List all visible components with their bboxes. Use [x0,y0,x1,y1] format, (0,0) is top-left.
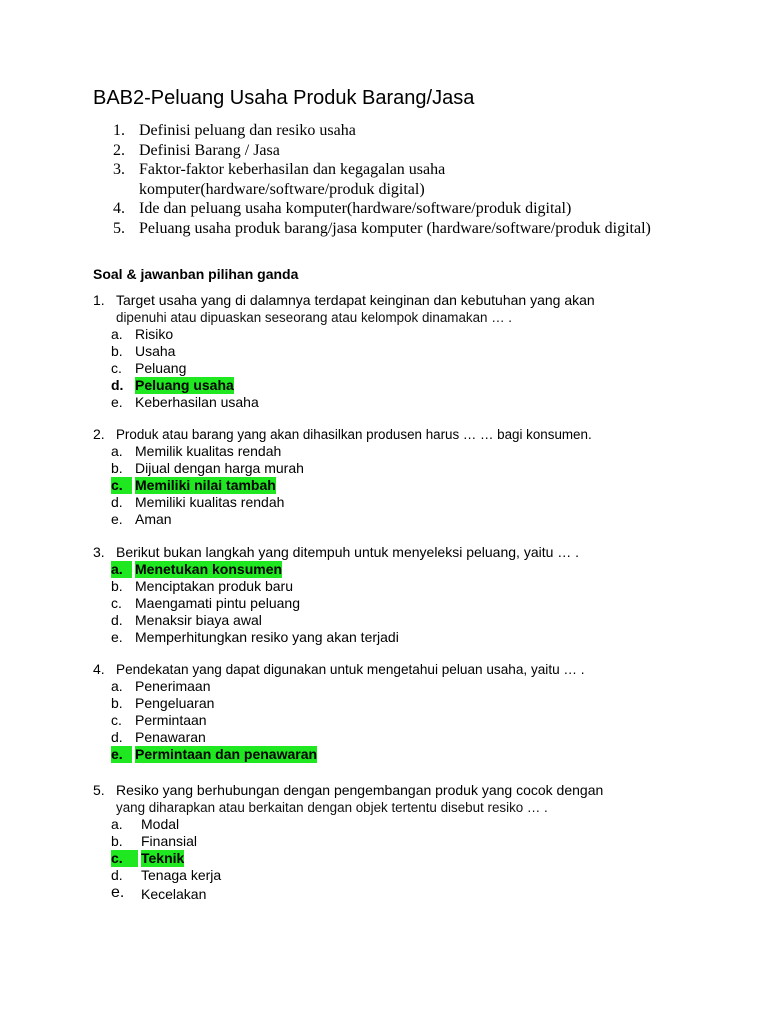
option-letter: d. [111,867,123,883]
question-text-continued: yang diharapkan atau berkaitan dengan objek tertentu disebut resiko … . [116,800,548,815]
topic-number: 5. [113,219,125,237]
option-list [93,678,693,763]
option-letter: a. [111,443,123,459]
option-letter: e. [111,629,123,645]
topic-text: Ide dan peluang usaha komputer(hardware/software/produk digital) [139,200,572,218]
option-text: Maengamati pintu peluang [135,595,301,611]
option-text: Menciptakan produk baru [135,578,293,594]
topic-item [113,219,673,239]
option-text-highlighted: Peluang usaha [135,377,234,393]
question-line [93,782,693,799]
option-item[interactable] [93,729,693,746]
topic-text: Definisi peluang dan resiko usaha [139,122,356,139]
question-1 [93,292,693,411]
option-item-correct[interactable] [93,377,693,394]
question-number: 1. [93,292,105,308]
option-item[interactable] [93,595,693,612]
option-text: Permintaan [135,712,207,728]
question-text: Berikut bukan langkah yang ditempuh untuk menyeleksi peluang, yaitu … . [116,544,580,560]
option-letter: c. [111,712,122,728]
option-letter: a. [111,816,123,832]
option-text: Risiko [135,326,174,342]
question-number: 3. [93,544,105,560]
option-text: Memilik kualitas rendah [135,443,282,459]
option-text: Memiliki kualitas rendah [135,494,285,510]
section-title: Soal & jawanban pilihan ganda [93,266,299,282]
topic-text: Definisi Barang / Jasa [139,141,280,159]
option-text: Finansial [141,833,198,849]
option-item[interactable] [93,343,693,360]
question-line [93,799,693,816]
question-line [93,661,693,678]
topic-number: 3. [113,161,125,179]
option-letter: a. [111,561,132,578]
question-text: Pendekatan yang dapat digunakan untuk mengetahui peluan usaha, yaitu … . [116,662,585,677]
option-text: Keberhasilan usaha [135,394,259,410]
option-text-highlighted: Permintaan dan penawaran [135,746,318,762]
option-letter: b. [111,460,123,476]
topic-item [113,121,673,141]
topic-item [113,141,673,161]
option-list [93,443,693,528]
option-text: Peluang [135,360,187,376]
question-5 [93,782,693,903]
option-letter: b. [111,695,123,711]
topic-item [113,160,673,199]
option-letter: e. [111,511,123,527]
option-text: Kecelakan [141,886,207,902]
option-letter: b. [111,578,123,594]
option-item[interactable] [93,578,693,595]
question-text: Produk atau barang yang akan dihasilkan produsen harus … … bagi konsumen. [116,427,592,442]
question-4 [93,661,693,763]
question-line [93,292,693,309]
question-3 [93,544,693,646]
option-text: Penerimaan [135,678,211,694]
option-text: Aman [135,511,172,527]
option-text: Tenaga kerja [141,867,222,883]
topic-number: 1. [113,122,125,139]
option-letter: c. [111,595,122,611]
option-item[interactable] [93,612,693,629]
question-line [93,309,693,326]
topic-text: Peluang usaha produk barang/jasa komputer (hardware/software/produk digital) [139,219,651,237]
option-item[interactable] [93,394,693,411]
option-text: Modal [141,816,180,832]
option-letter: d. [111,612,123,628]
option-list [93,561,693,646]
option-item-correct[interactable] [93,477,693,494]
option-letter: c. [111,360,122,376]
question-text: Resiko yang berhubungan dengan pengembangan produk yang cocok dengan [116,782,604,798]
option-text: Usaha [135,343,176,359]
question-number: 5. [93,782,105,798]
option-item[interactable] [93,678,693,695]
option-letter: a. [111,326,123,342]
option-letter: c. [111,850,138,867]
option-text: Penawaran [135,729,206,745]
question-text: Target usaha yang di dalamnya terdapat keinginan dan kebutuhan yang akan [116,292,595,308]
option-item[interactable] [93,443,693,460]
option-item[interactable] [93,460,693,477]
document-title: BAB2-Peluang Usaha Produk Barang/Jasa [93,87,475,109]
option-text-highlighted: Memiliki nilai tambah [135,477,276,493]
option-text: Pengeluaran [135,695,215,711]
option-item[interactable] [93,494,693,511]
option-letter: e. [111,884,125,901]
option-letter: b. [111,343,123,359]
option-item[interactable] [93,360,693,377]
question-line [93,426,693,443]
option-letter: d. [111,729,123,745]
option-letter: b. [111,833,123,849]
option-list [93,326,693,411]
topic-item [113,199,673,219]
question-text-continued: dipenuhi atau dipuaskan seseorang atau kelompok dinamakan … . [116,310,513,325]
option-item[interactable] [93,884,693,903]
option-text-highlighted: Teknik [141,850,185,866]
option-text: Menaksir biaya awal [135,612,262,628]
question-number: 4. [93,661,105,677]
option-letter: c. [111,477,132,494]
question-2 [93,426,693,528]
option-item[interactable] [93,712,693,729]
option-list [93,816,693,903]
option-item[interactable] [93,867,693,884]
option-letter: e. [111,394,123,410]
topic-list [113,121,673,239]
option-letter: d. [111,377,124,393]
option-item-correct[interactable] [93,746,693,763]
topic-number: 4. [113,200,125,218]
topic-number: 2. [113,141,125,159]
option-item[interactable] [93,816,693,833]
option-item[interactable] [93,695,693,712]
option-item[interactable] [93,326,693,343]
question-line [93,544,693,561]
option-text-highlighted: Menetukan konsumen [135,561,283,577]
option-item[interactable] [93,511,693,528]
option-text: Memperhitungkan resiko yang akan terjadi [135,629,399,645]
option-item-correct[interactable] [93,561,693,578]
option-item[interactable] [93,629,693,646]
topic-text: Faktor-faktor keberhasilan dan kegagalan usaha komputer(hardware/software/produk digital) [139,161,446,198]
question-number: 2. [93,426,105,442]
option-letter: d. [111,494,123,510]
option-item[interactable] [93,833,693,850]
option-text: Dijual dengan harga murah [135,460,304,476]
option-letter: a. [111,678,123,694]
option-letter: e. [111,746,132,763]
option-item-correct[interactable] [93,850,693,867]
